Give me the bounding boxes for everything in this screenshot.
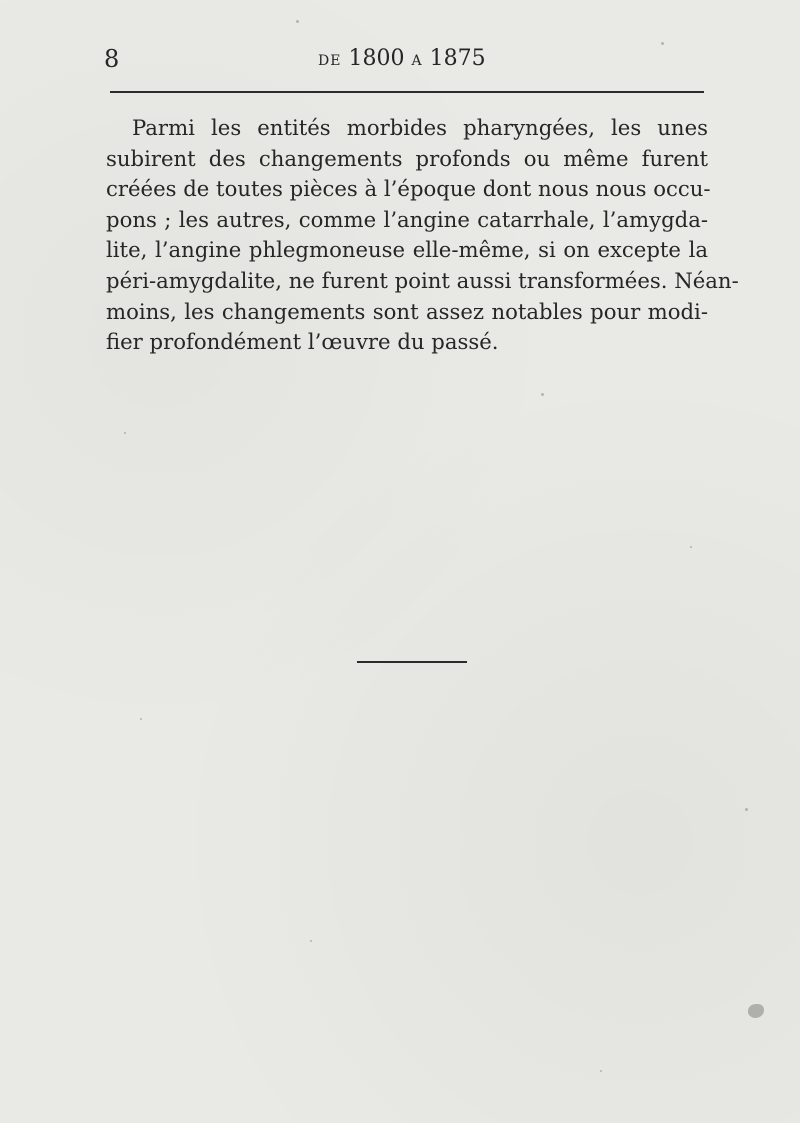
paragraph-line: moins, les changements sont assez notables pour modi- [106,298,708,324]
paragraph-line: péri-amygdalite, ne furent point aussi transformées. Néan- [106,267,739,293]
body-paragraph [106,113,739,358]
paper-speck [690,546,692,548]
running-head [318,44,486,76]
paper-speck [296,20,299,23]
paper-speck [541,393,544,396]
page-number: 8 [104,45,120,73]
paragraph-line: subirent des changements profonds ou même furent [106,145,708,171]
running-head-year-end: 1875 [429,46,486,71]
paragraph-line: pons ; les autres, comme l’angine catarrhale, l’amygda- [106,206,708,232]
running-head-prefix: DE [318,53,342,69]
paragraph-line: lite, l’angine phlegmoneuse elle-même, si on excepte la [106,237,708,263]
paper-speck [310,940,312,942]
paragraph-line: Parmi les entités morbides pharyngées, les unes [132,115,708,140]
paper-speck [661,42,664,45]
paper-speck [600,1070,602,1072]
section-end-rule [357,661,467,663]
paper-speck [124,432,126,434]
paper-speck [745,808,748,811]
paragraph-line: fier profondément l’œuvre du passé. [106,329,499,355]
running-head-connector: A [411,53,423,69]
running-head-year-start: 1800 [348,46,405,71]
header-rule [110,91,704,93]
paper-stain [748,1004,764,1018]
paragraph-line: créées de toutes pièces à l’époque dont nous nous occu- [106,176,711,202]
paper-speck [140,718,142,720]
